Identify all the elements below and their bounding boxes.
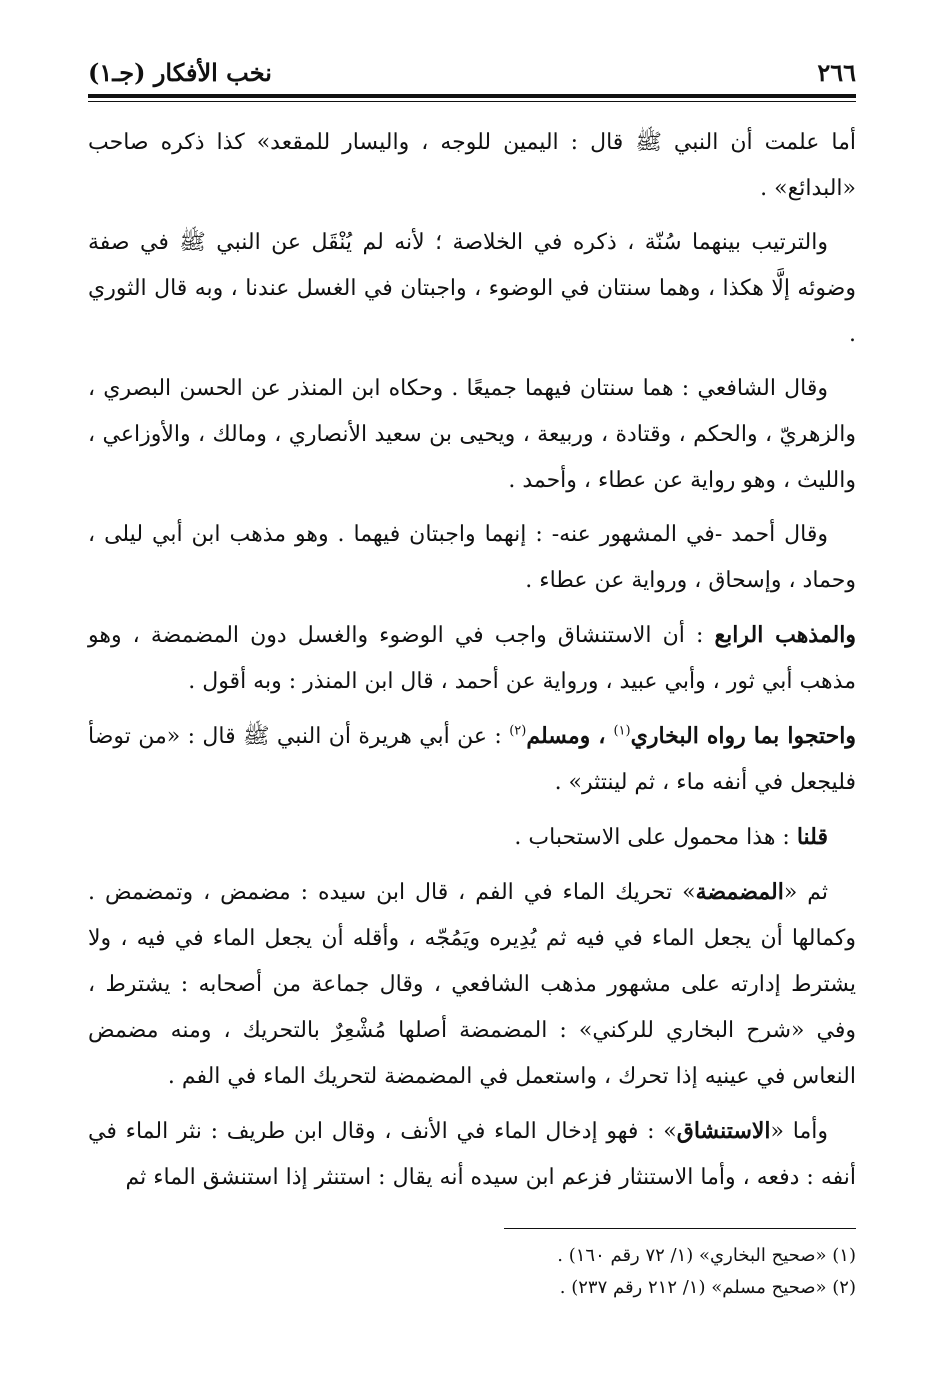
paragraph-lead: الاستنشاق [676,1118,771,1144]
footnote-ref[interactable]: (٢) [509,723,527,739]
paragraph [88,869,856,1100]
paragraph-text: ثم « [783,880,828,905]
paragraph-text: والترتيب بينهما سُنّة ، ذكره في الخلاصة ؛ لأنه لم يُنْقَل عن النبي ﷺ في صفة وضوئه إلَّا هكذا ، وهما سنتان في الوضوء ، واجبتان في الغسل عندنا ، وبه قال الثوري . [88,230,856,347]
footnote: (٢) «صحيح مسلم» (١/ ٢١٢ رقم ٢٣٧) . [559,1277,856,1298]
main-text [88,120,856,1209]
paragraph-text: وقال أحمد -في المشهور عنه- : إنهما واجبتان فيهما . وهو مذهب ابن أبي ليلى ، وحماد ، وإسحاق ، ورواية عن عطاء . [88,522,856,593]
page-header [88,52,856,92]
paragraph [88,612,856,705]
paragraph [88,512,856,604]
footnote: (١) «صحيح البخاري» (١/ ٧٢ رقم ١٦٠) . [557,1245,856,1266]
page-number: ٢٦٦ [817,57,856,87]
paragraph-lead: والمذهب الرابع [714,622,857,648]
header-rule [88,94,856,98]
footnote-ref[interactable]: (١) [613,723,631,739]
paragraph-lead: ، ومسلم [526,723,614,749]
header-rule-thin [88,101,856,102]
paragraph-text: : هذا محمول على الاستحباب . [514,825,797,850]
paragraph-text: أما علمت أن النبي ﷺ قال : اليمين للوجه ، واليسار للمقعد» كذا ذكره صاحب «البدائع» . [88,130,856,201]
paragraph [88,220,856,358]
paragraph-text: وأما « [770,1119,828,1144]
paragraph [88,1108,856,1201]
paragraph [88,713,856,806]
paragraph [88,120,856,212]
paragraph-lead: قلنا [796,824,828,850]
paragraph [88,814,856,861]
paragraph [88,366,856,504]
paragraph-text: » تحريك الماء في الفم ، قال ابن سيده : مضمض ، وتمضمض . وكمالها أن يجعل الماء في فيه ثم يُدِيره ويَمُجّه ، وأقله أن يجعل الماء في فيه ، ولا يشترط إدارته على مشهور مذهب الشافعي ، وقال جماعة من أصحابه : يشترط ، وفي «شرح البخاري للركني» : المضمضة أصلها مُشْعِرٌ بالتحريك ، ومنه مضمض النعاس في عينيه إذا تحرك ، واستعمل في المضمضة لتحريك الماء في الفم . [88,880,856,1089]
footnote-divider [504,1228,856,1229]
paragraph-text: » : فهو إدخال الماء في الأنف ، وقال ابن طريف : نثر الماء في أنفه : دفعه ، وأما الاستنثار فزعم ابن سيده أنه يقال : استنثر إذا استنشق الماء ثم [88,1119,856,1190]
footnotes [88,1240,856,1304]
paragraph-text: وقال الشافعي : هما سنتان فيهما جميعًا . وحكاه ابن المنذر عن الحسن البصري ، والزهريّ ، والحكم ، وقتادة ، وربيعة ، ويحيى بن سعيد الأنصاري ، ومالك ، والأوزاعي ، والليث ، وهو رواية عن عطاء ، وأحمد . [88,376,856,493]
paragraph-lead: واحتجوا بما رواه البخاري [630,723,856,749]
paragraph-text: : عن أبي هريرة أن النبي ﷺ قال : «من توضأ فليجعل في أنفه ماء ، ثم لينتثر» . [88,724,856,795]
paragraph-lead: المضمضة [695,879,784,905]
paragraph-text: : أن الاستنشاق واجب في الوضوء والغسل دون المضمضة ، وهو مذهب أبي ثور ، وأبي عبيد ، ورواية عن أحمد ، قال ابن المنذر : وبه أقول . [88,623,856,694]
book-title: نخب الأفكار (جـ١) [88,57,272,87]
